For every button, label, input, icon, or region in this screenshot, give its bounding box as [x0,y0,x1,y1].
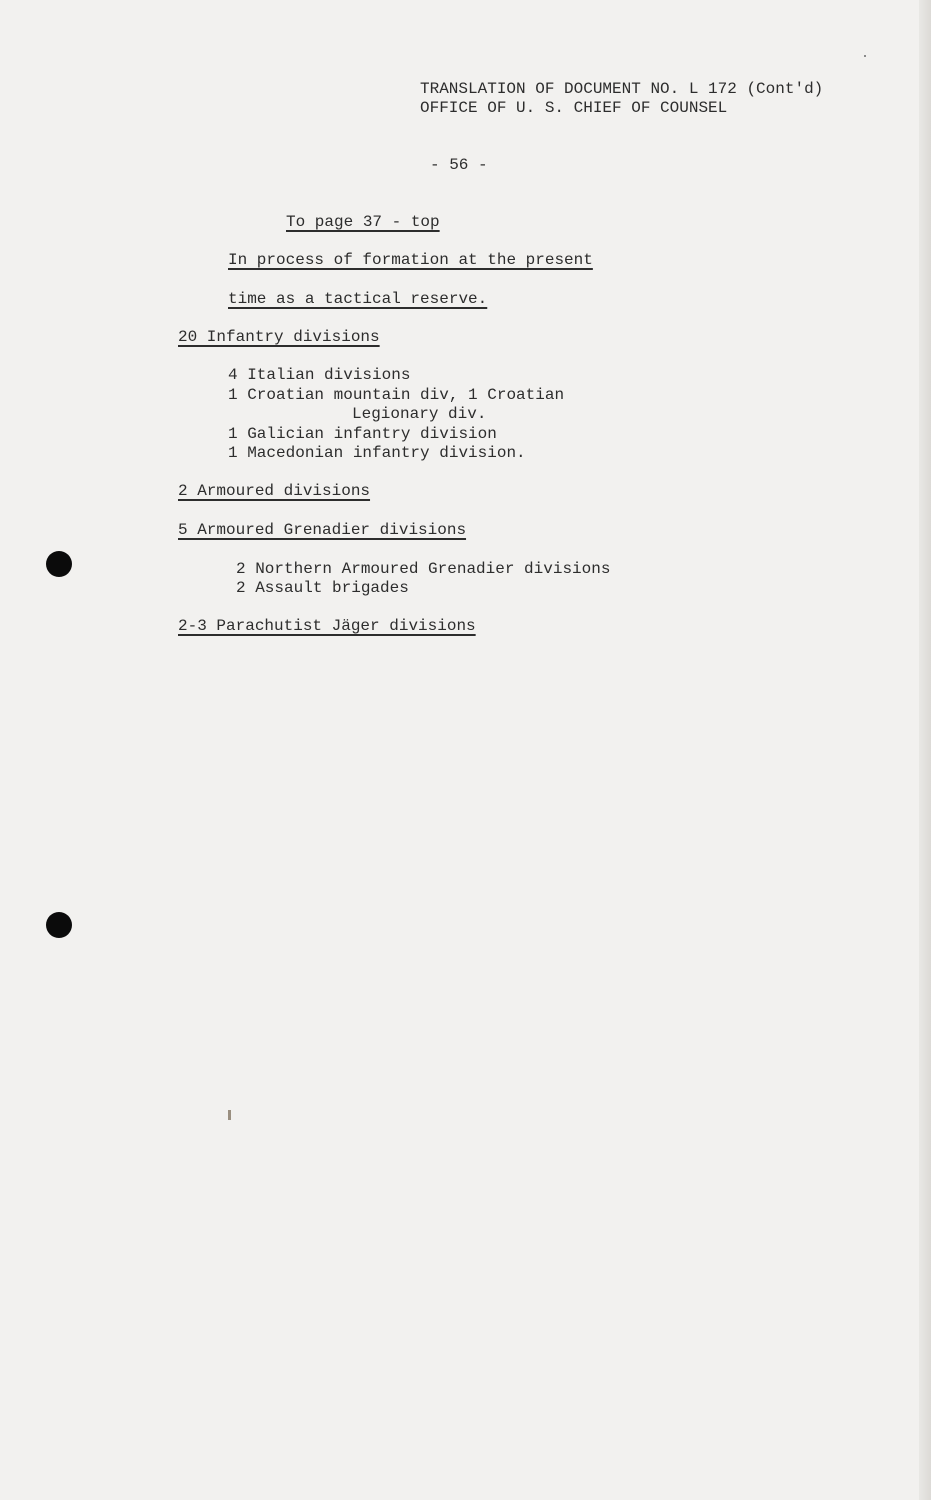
page-number: - 56 - [430,156,488,174]
list-item-continuation: Legionary div. [352,405,487,423]
paper-speck [228,1110,231,1120]
section-heading-parachutist: 2-3 Parachutist Jäger divisions [178,617,476,635]
paper-speck [864,55,866,57]
punch-hole-lower [46,912,72,938]
list-item: 1 Croatian mountain div, 1 Croatian [228,386,565,404]
intro-line-2: time as a tactical reserve. [228,290,488,308]
section-heading-armoured: 2 Armoured divisions [178,482,371,500]
punch-hole-upper [46,551,72,577]
page-reference: To page 37 - top [286,213,440,231]
list-item: 2 Assault brigades [236,579,409,597]
list-item: 1 Macedonian infantry division. [228,444,526,462]
list-item: 2 Northern Armoured Grenadier divisions [236,560,611,578]
header-line-1: TRANSLATION OF DOCUMENT NO. L 172 (Cont'd) [420,80,824,98]
header-line-2: OFFICE OF U. S. CHIEF OF COUNSEL [420,99,728,117]
section-heading-infantry: 20 Infantry divisions [178,328,380,346]
page-edge-shadow [919,0,931,1500]
list-item: 4 Italian divisions [228,366,411,384]
section-heading-armoured-grenadier: 5 Armoured Grenadier divisions [178,521,467,539]
intro-line-1: In process of formation at the present [228,251,593,269]
list-item: 1 Galician infantry division [228,425,497,443]
